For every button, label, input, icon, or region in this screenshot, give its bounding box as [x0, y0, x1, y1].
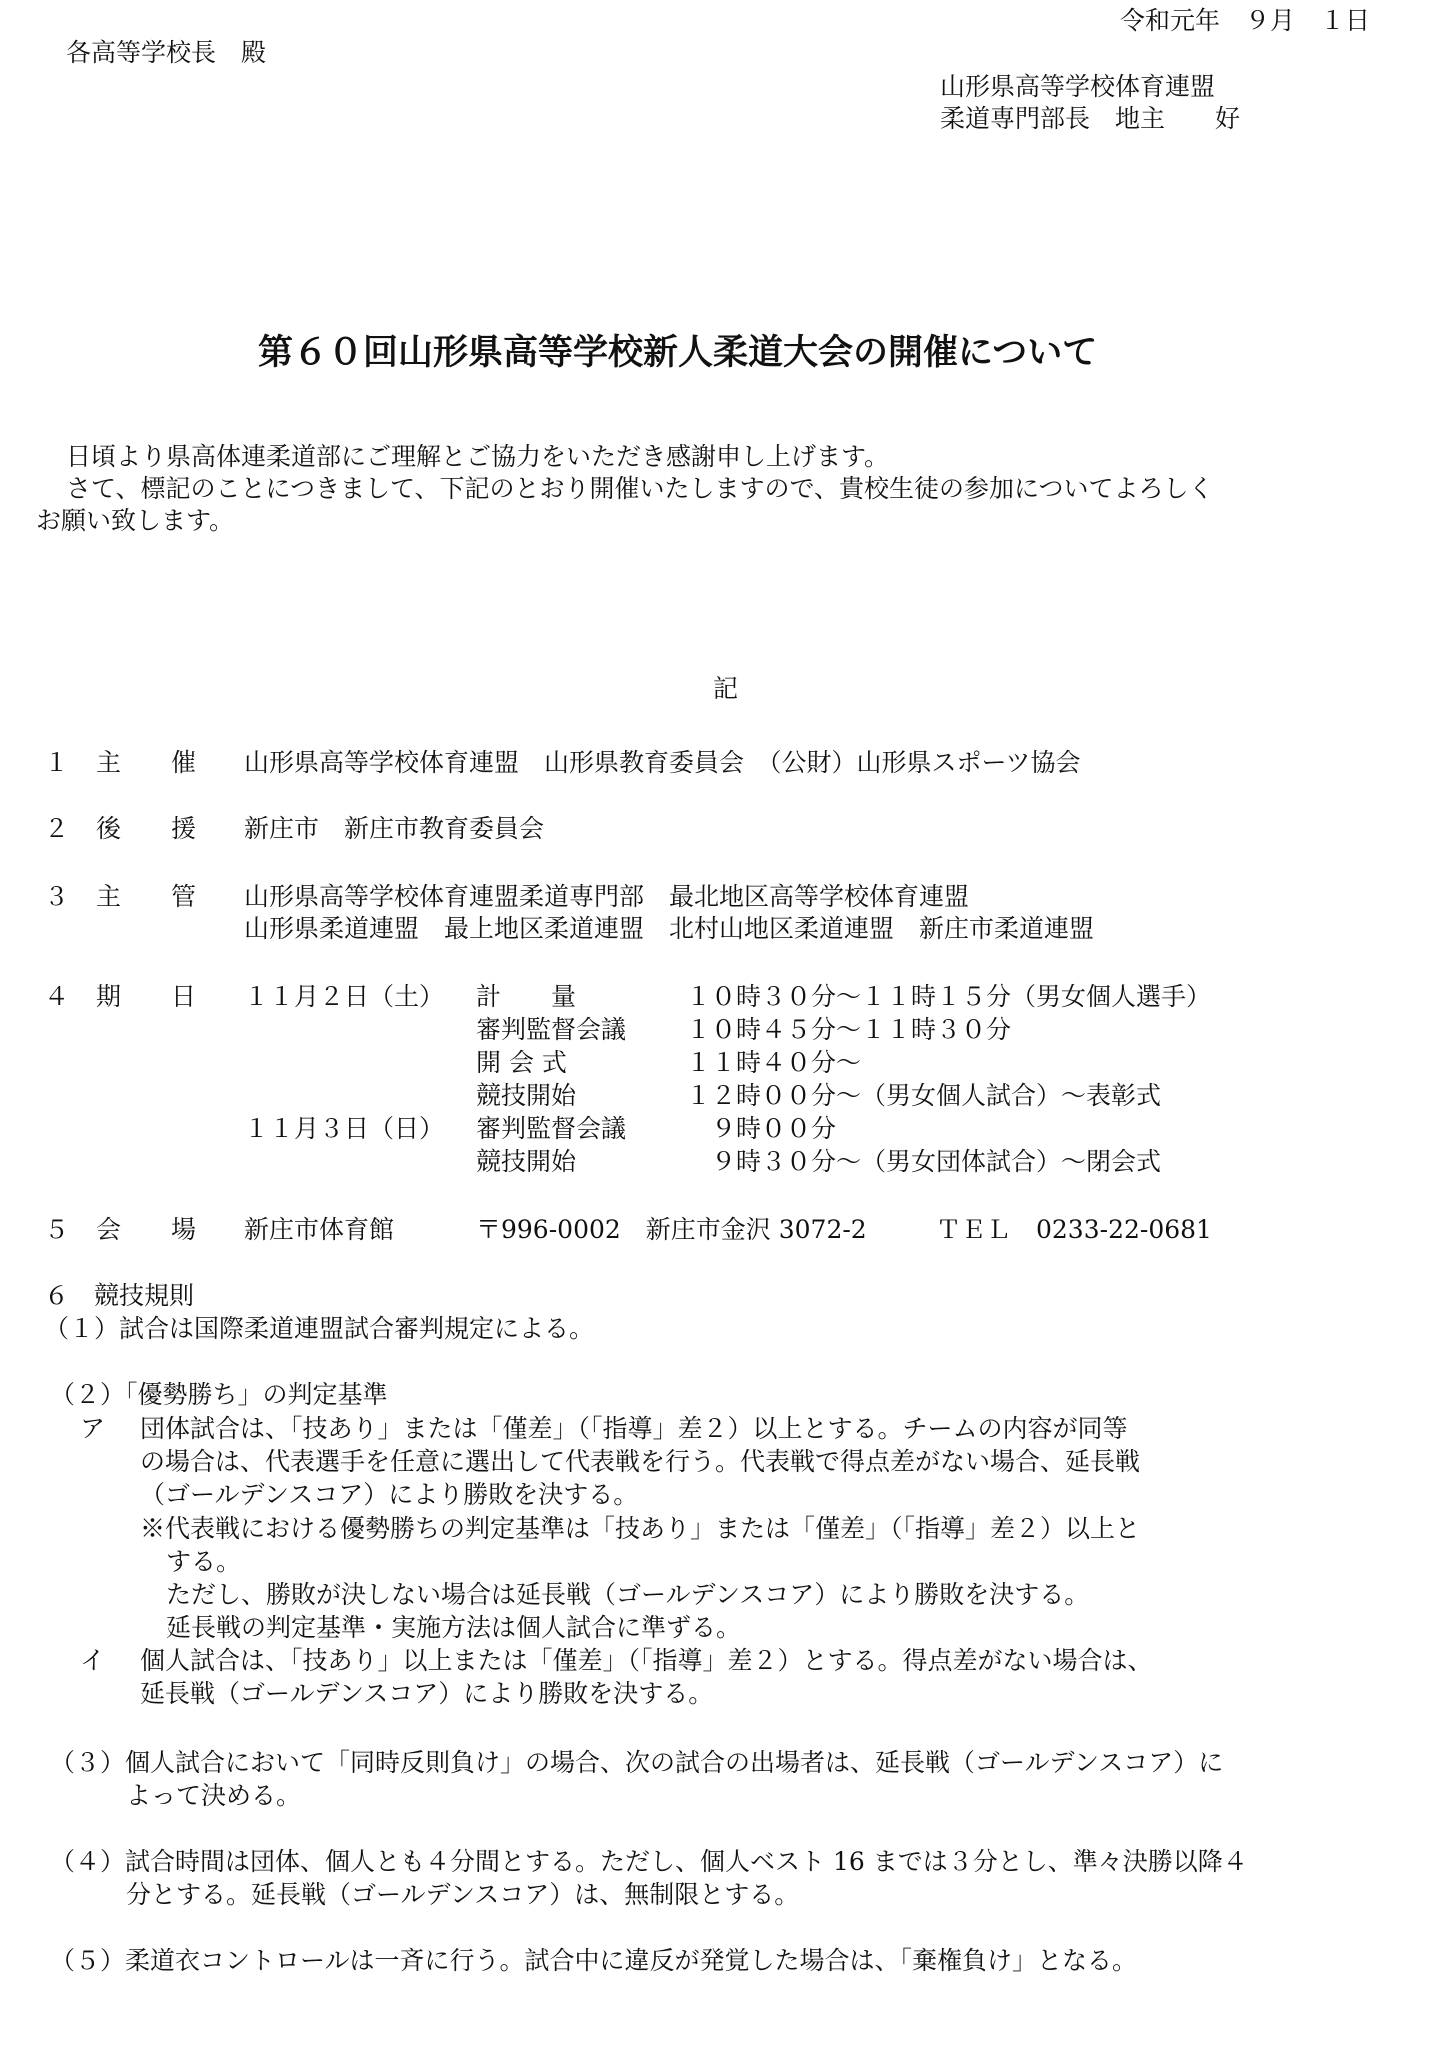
item-4-day-1: １１月２日（土） — [244, 982, 445, 1011]
item-4-label: 期 日 — [96, 982, 197, 1011]
intro-line-2: さて、標記のことにつきまして、下記のとおり開催いたしますので、貴校生徒の参加についてよろしく — [66, 474, 1214, 503]
schedule-event: 競技開始 — [476, 1081, 577, 1110]
schedule-time: １０時４５分～１１時３０分 — [686, 1015, 1012, 1044]
rule-2a-note: ただし、勝敗が決しない場合は延長戦（ゴールデンスコア）により勝敗を決する。 — [166, 1580, 1090, 1609]
rule-4-line: （４）試合時間は団体、個人とも４分間とする。ただし、個人ベスト 16 までは３分とし、準々決勝以降４ — [50, 1847, 1248, 1876]
schedule-event: 計 量 — [476, 982, 577, 1011]
item-4-number: ４ — [44, 982, 70, 1011]
schedule-time: １２時００分～（男女個人試合）～表彰式 — [686, 1081, 1162, 1110]
item-1-label: 主 催 — [96, 748, 197, 777]
rule-1: （１）試合は国際柔道連盟試合審判規定による。 — [44, 1314, 595, 1343]
item-3-number: ３ — [44, 882, 70, 911]
rule-2a-note: する。 — [166, 1547, 242, 1576]
item-3-line-2: 山形県柔道連盟 最上地区柔道連盟 北村山地区柔道連盟 新庄市柔道連盟 — [244, 914, 1095, 943]
venue-tel: ＴＥＬ 0233-22-0681 — [936, 1215, 1212, 1244]
intro-line-3: お願い致します。 — [36, 506, 235, 535]
rule-2b-line: 延長戦（ゴールデンスコア）により勝敗を決する。 — [140, 1679, 714, 1708]
item-5-label: 会 場 — [96, 1215, 197, 1244]
rule-2b-line: 個人試合は、「技あり」以上または「僅差」（「指導」差２）とする。得点差がない場合は、 — [140, 1646, 1153, 1675]
schedule-time: １０時３０分～１１時１５分（男女個人選手） — [686, 982, 1212, 1011]
rule-3-line: よって決める。 — [126, 1781, 302, 1810]
rule-5: （５）柔道衣コントロールは一斉に行う。試合中に違反が発覚した場合は、「棄権負け」となる。 — [50, 1946, 1138, 1975]
item-5-number: ５ — [44, 1215, 70, 1244]
document-date: 令和元年 ９月 １日 — [1120, 6, 1371, 35]
schedule-event: 審判監督会議 — [476, 1015, 627, 1044]
rule-2a-line: 団体試合は、「技あり」または「僅差」（「指導」差２）以上とする。チームの内容が同等 — [140, 1414, 1128, 1443]
page-title: 第６０回山形県高等学校新人柔道大会の開催について — [258, 333, 1098, 373]
item-3-line-1: 山形県高等学校体育連盟柔道専門部 最北地区高等学校体育連盟 — [244, 882, 970, 911]
schedule-time: ９時００分 — [686, 1114, 837, 1143]
intro-line-1: 日頃より県高体連柔道部にご理解とご協力をいただき感謝申し上げます。 — [66, 442, 890, 471]
rule-2a-note: ※代表戦における優勢勝ちの判定基準は「技あり」または「僅差」（「指導」差２）以上と — [140, 1514, 1141, 1543]
rule-2a-line: の場合は、代表選手を任意に選出して代表戦を行う。代表戦で得点差がない場合、延長戦 — [140, 1447, 1141, 1476]
venue-name: 新庄市体育館 — [244, 1215, 395, 1244]
schedule-time: ９時３０分～（男女団体試合）～閉会式 — [686, 1147, 1162, 1176]
schedule-time: １１時４０分～ — [686, 1048, 862, 1077]
item-1-text: 山形県高等学校体育連盟 山形県教育委員会 （公財）山形県スポーツ協会 — [244, 748, 1081, 777]
item-4-day-2: １１月３日（日） — [244, 1114, 445, 1143]
rule-2a-mark: ア — [80, 1414, 106, 1443]
rule-2b-mark: イ — [80, 1646, 106, 1675]
venue-address: 〒996-0002 新庄市金沢 3072-2 — [476, 1215, 867, 1244]
schedule-event: 開 会 式 — [476, 1048, 567, 1077]
schedule-event: 審判監督会議 — [476, 1114, 627, 1143]
rule-2-heading: （２）「優勢勝ち」の判定基準 — [50, 1380, 388, 1409]
sender-person: 柔道専門部長 地主 好 — [940, 104, 1241, 133]
item-3-label: 主 管 — [96, 882, 197, 911]
item-2-label: 後 援 — [96, 814, 197, 843]
ki-heading: 記 — [713, 674, 739, 703]
rule-2a-note: 延長戦の判定基準・実施方法は個人試合に準ずる。 — [166, 1613, 742, 1642]
recipient: 各高等学校長 殿 — [66, 38, 267, 67]
rule-4-line: 分とする。延長戦（ゴールデンスコア）は、無制限とする。 — [126, 1880, 800, 1909]
rule-2a-line: （ゴールデンスコア）により勝敗を決する。 — [140, 1480, 639, 1509]
rule-3-line: （３）個人試合において「同時反則負け」の場合、次の試合の出場者は、延長戦（ゴールデンスコア）に — [50, 1748, 1224, 1777]
sender-organization: 山形県高等学校体育連盟 — [940, 72, 1216, 101]
item-2-text: 新庄市 新庄市教育委員会 — [244, 814, 545, 843]
schedule-event: 競技開始 — [476, 1147, 577, 1176]
item-1-number: １ — [44, 748, 70, 777]
item-6-heading: ６ 競技規則 — [44, 1281, 195, 1310]
item-2-number: ２ — [44, 814, 70, 843]
